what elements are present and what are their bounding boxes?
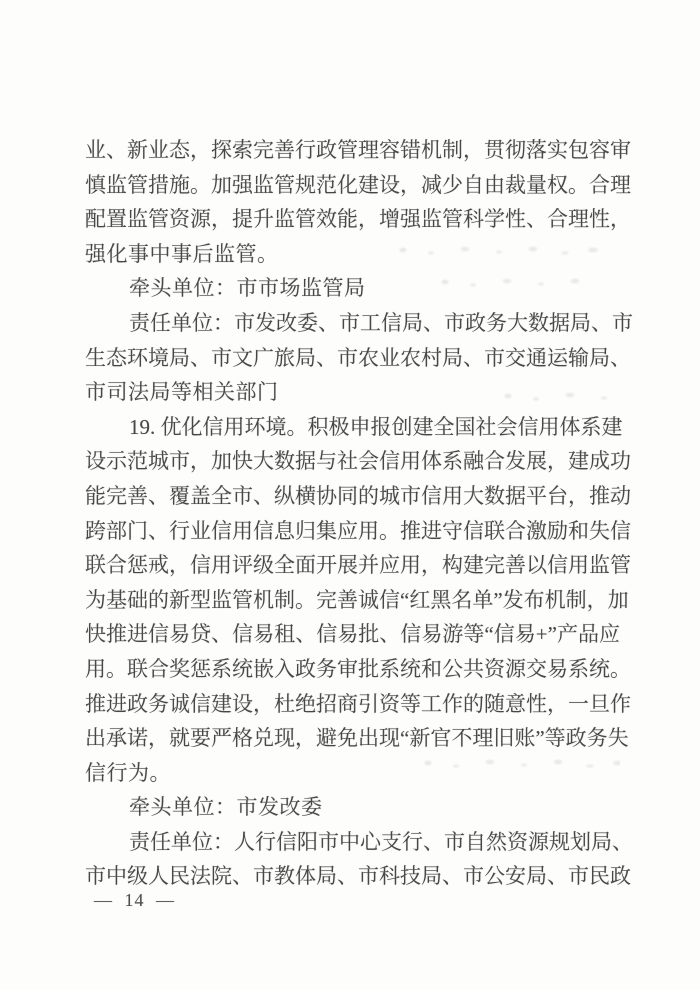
text-line: 责任单位：市发改委、市工信局、市政务大数据局、市 (129, 310, 633, 335)
text-line: 出承诺，就要严格兑现，避免出现“新官不理旧账”等政务失 (85, 726, 629, 751)
paragraph (85, 306, 633, 410)
text-line: 慎监管措施。加强监管规范化建设，减少自由裁量权。合理 (85, 172, 631, 197)
text-line: 信行为。 (85, 760, 171, 785)
text-line: 联合惩戒，信用评级全面开展并应用，构建完善以信用监管 (85, 553, 631, 578)
paragraph (85, 410, 631, 791)
page-footer (94, 890, 175, 911)
text-line: 牵头单位：市发改委 (129, 795, 323, 820)
text-line: 快推进信易贷、信易租、信易批、信易游等“信易+”产品应 (85, 622, 620, 647)
text-line: 市司法局等相关部门 (85, 380, 279, 405)
paragraph (85, 271, 620, 306)
text-line: 设示范城市，加快大数据与社会信用体系融合发展，建成功 (85, 449, 631, 474)
text-line: 推进政务诚信建设，杜绝招商引资等工作的随意性，一旦作 (85, 691, 631, 716)
document-body (85, 133, 633, 894)
text-line: 强化事中事后监管。 (85, 241, 279, 266)
text-line: 用。联合奖惩系统嵌入政务审批系统和公共资源交易系统。 (85, 656, 631, 681)
paragraph (85, 133, 631, 271)
text-line: 能完善、覆盖全市、纵横协同的城市信用大数据平台，推动 (85, 483, 631, 508)
text-line: 19. 优化信用环境。积极申报创建全国社会信用体系建 (129, 414, 623, 439)
text-line: 责任单位：人行信阳市中心支行、市自然资源规划局、 (129, 829, 633, 854)
page-number: — 14 — (94, 890, 175, 910)
text-line: 为基础的新型监管机制。完善诚信“红黑名单”发布机制，加 (85, 587, 629, 612)
text-line: 跨部门、行业信用信息归集应用。推进守信联合激励和失信 (85, 518, 631, 543)
paragraph (85, 790, 620, 825)
text-line: 牵头单位：市市场监管局 (129, 276, 366, 301)
text-line: 配置监管资源，提升监管效能，增强监管科学性、合理性， (85, 207, 631, 232)
text-line: 业、新业态，探索完善行政管理容错机制，贯彻落实包容审 (85, 138, 631, 162)
paragraph (85, 825, 633, 894)
text-line: 市中级人民法院、市教体局、市科技局、市公安局、市民政 (85, 864, 631, 889)
text-line: 生态环境局、市文广旅局、市农业农村局、市交通运输局、 (85, 345, 631, 370)
